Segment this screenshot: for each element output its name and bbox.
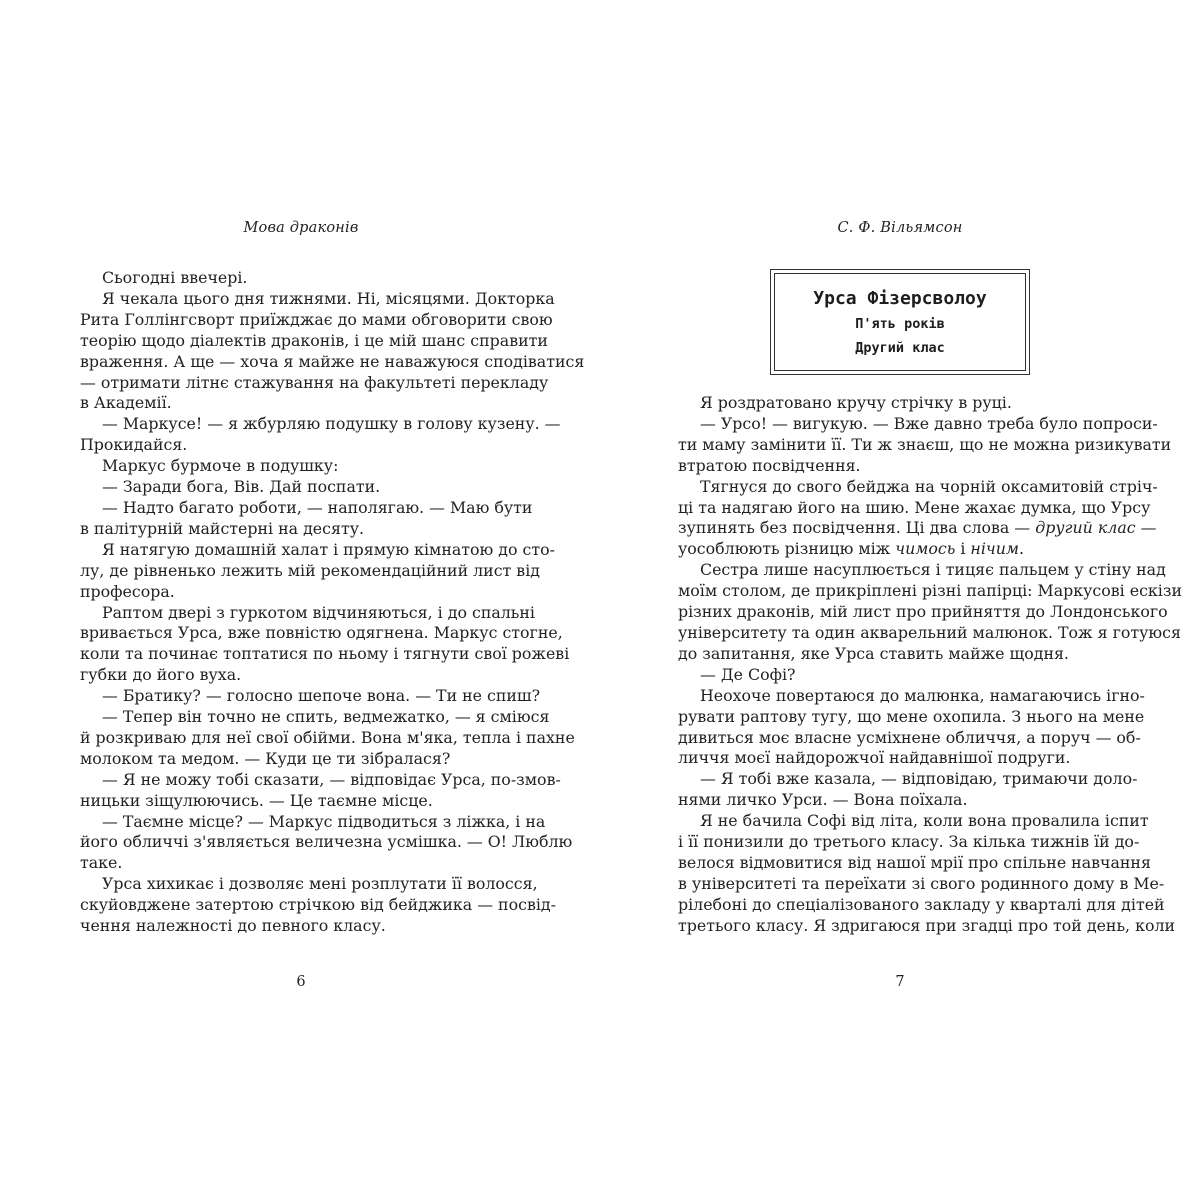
text-line: Я роздратовано кручу стрічку в руці. [700, 393, 1012, 412]
paragraph [80, 769, 561, 812]
text-line: в палітурній майстерні на десяту. [80, 518, 365, 538]
text-line: скуйовджене затертою стрічкою від бейджика — посвід- [80, 895, 556, 915]
paragraph [678, 665, 1122, 686]
paragraph [678, 413, 1172, 477]
paragraph [80, 288, 585, 414]
text-line: — Надто багато роботи, — наполягаю. — Маю бути [102, 497, 533, 517]
paragraph [678, 393, 1122, 414]
text-line: Сьогодні ввечері. [102, 268, 248, 287]
page-number-right: 7 [895, 974, 905, 990]
text-line: велося відмовитися від нашої мрії про спільне навчання [678, 852, 1151, 872]
text-line: личчя моєї найдорожчої найдавнішої подруги. [678, 748, 1071, 768]
text-line: Я чекала цього дня тижнями. Ні, місяцями. Докторка [102, 288, 555, 308]
text-line: ці та надягаю його на шию. Мене жахає думка, що Урсу [678, 497, 1151, 517]
paragraph [80, 602, 570, 687]
text-line: — Заради бога, Вів. Дай поспати. [102, 477, 381, 497]
text-line: — Я не можу тобі сказати, — відповідає Урса, по-змов- [102, 769, 561, 789]
text-line: до запитання, яке Урса ставить майже щодня. [678, 643, 1069, 663]
text-line: рувати раптову тугу, що мене охопила. З нього на мене [678, 706, 1145, 726]
text-line: професора. [80, 581, 175, 601]
page-number-left: 6 [296, 974, 306, 990]
paragraph [80, 456, 522, 477]
paragraph [678, 811, 1176, 936]
text-line: Рита Голлінгсворт приїжджає до мами обговорити свою [80, 309, 553, 329]
running-head-right: С. Ф. Вільямсон [837, 220, 963, 236]
text-line: університету та один акварельний малюнок. Тож я готуюся [678, 622, 1181, 642]
chapter-heading-box [770, 269, 1030, 375]
text-line: чення належності до певного класу. [80, 916, 386, 936]
body-text-left [80, 268, 585, 937]
paragraph [80, 477, 522, 498]
text-line: — Таємне місце? — Маркус підводиться з ліжка, і на [102, 811, 546, 831]
text-line: враження. А ще — хоча я майже не наважуюся сподіватися [80, 351, 585, 371]
text-line: коли та починає топтатися по ньому і тягнути свої рожеві [80, 644, 570, 664]
text-line: Неохоче повертаюся до малюнка, намагаючись ігно- [700, 685, 1145, 705]
text-line: дивиться моє власне усміхнене обличчя, а поруч — об- [678, 727, 1141, 747]
text-line: ти маму замінити її. Ти ж знаєш, що не можна ризикувати [678, 434, 1172, 454]
paragraph [80, 707, 575, 770]
paragraph [80, 268, 522, 289]
text-line: — Я тобі вже казала, — відповідаю, тримаючи доло- [700, 769, 1138, 789]
body-text-right [678, 393, 1182, 937]
text-line: Тягнуся до свого бейджа на чорній оксамитовій стріч- [700, 476, 1158, 496]
text-line: третього класу. Я здригаюся при згадці про той день, коли [678, 915, 1176, 935]
paragraph [80, 414, 561, 456]
text-line: — Де Софі? [700, 664, 796, 684]
text-line: ницьки зіщулюючись. — Це таємне місце. [80, 790, 433, 810]
text-line: Я натягую домашній халат і прямую кімнатою до сто- [102, 539, 555, 559]
text-line: — Братику? — голосно шепоче вона. — Ти не спиш? [102, 686, 541, 706]
text-line: зупинять без посвідчення. Ці два слова — другий клас — [678, 518, 1157, 538]
text-line: — Урсо! — вигукую. — Вже давно треба було попроси- [700, 413, 1158, 433]
text-line: таке. [80, 853, 123, 873]
text-line: нями личко Урси. — Вона поїхала. [678, 790, 968, 810]
paragraph [678, 560, 1182, 665]
character-class: Другий клас [855, 340, 945, 356]
text-line: Я не бачила Софі від літа, коли вона провалила іспит [700, 811, 1149, 831]
text-line: в університеті та переїхати зі свого родинного дому в Ме- [678, 873, 1165, 893]
text-line: лу, де рівненько лежить мій рекомендаційний лист від [80, 560, 540, 580]
paragraph [80, 811, 573, 875]
chapter-heading-frame [774, 273, 1026, 371]
character-name: Урса Фізерсволоу [813, 288, 987, 309]
text-line: теорію щодо діалектів драконів, і це мій шанс справити [80, 330, 548, 350]
text-line: в Академії. [80, 393, 172, 413]
text-line: різних драконів, мій лист про прийняття до Лондонського [678, 602, 1168, 622]
text-line: моїм столом, де прикріплені різні папірці: Маркусові ескізи [678, 581, 1182, 601]
text-line: Маркус бурмоче в подушку: [102, 456, 339, 476]
paragraph [678, 769, 1138, 811]
text-line: й розкриваю для неї свої обійми. Вона м'яка, тепла і пахне [80, 727, 575, 747]
text-line: Урса хихикає і дозволяє мені розплутати її волосся, [102, 874, 538, 894]
paragraph [678, 476, 1158, 561]
paragraph [80, 874, 556, 937]
text-line: — отримати літнє стажування на факультеті перекладу [80, 372, 549, 392]
text-line: його обличчі з'являється величезна усмішка. — О! Люблю [80, 832, 573, 852]
paragraph [80, 497, 533, 540]
text-line: і її понизили до третього класу. За кілька тижнів їй до- [678, 832, 1140, 852]
paragraph [678, 685, 1145, 770]
left-page [80, 0, 585, 1200]
text-line: втратою посвідчення. [678, 455, 861, 475]
text-line: Сестра лише насуплюється і тицяє пальцем у стіну над [700, 560, 1166, 580]
text-line: уособлюють різницю між чимось і нічим. [678, 539, 1025, 559]
character-age: П'ять років [855, 316, 945, 332]
text-line: Прокидайся. [80, 435, 188, 455]
text-line: губки до його вуха. [80, 665, 242, 685]
right-page [678, 0, 1182, 1200]
text-line: молоком та медом. — Куди це ти зібралася? [80, 748, 451, 768]
paragraph [80, 539, 555, 603]
text-line: Раптом двері з гуркотом відчиняються, і до спальні [102, 602, 535, 622]
running-head-left: Мова драконів [243, 220, 359, 236]
paragraph [80, 686, 541, 707]
text-line: вривається Урса, вже повністю одягнена. Маркус стогне, [80, 623, 563, 643]
text-line: рілебоні до спеціалізованого закладу у кварталі для дітей [678, 894, 1165, 914]
text-line: — Тепер він точно не спить, ведмежатко, — я сміюся [102, 707, 550, 727]
text-line: — Маркусе! — я жбурляю подушку в голову кузену. — [102, 414, 561, 434]
